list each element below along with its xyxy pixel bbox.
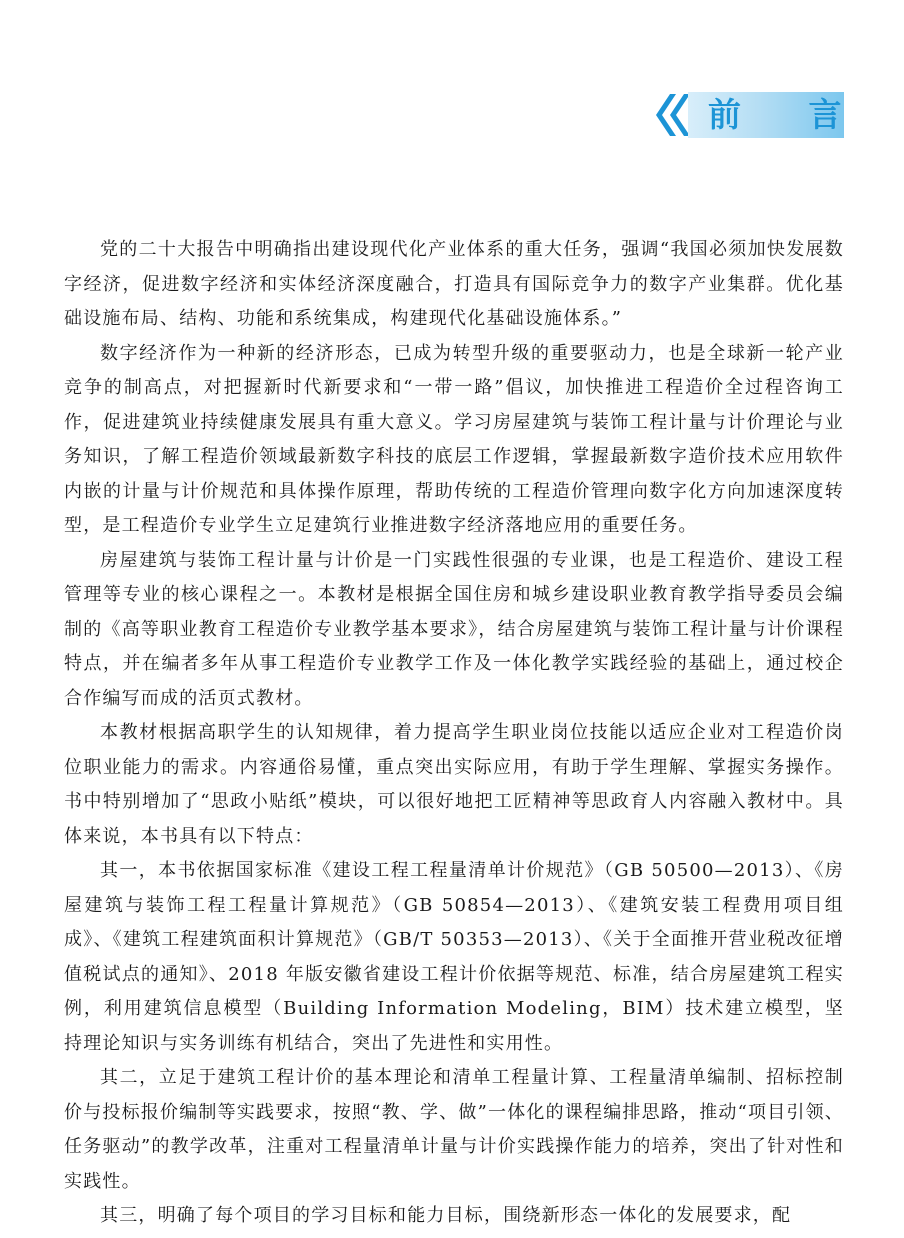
preface-body [64, 233, 844, 1234]
page-title: 前 言 [708, 95, 870, 134]
paragraph: 其三，明确了每个项目的学习目标和能力目标，围绕新形态一体化的发展要求，配 [100, 1205, 792, 1226]
paragraph: 党的二十大报告中明确指出建设现代化产业体系的重大任务，强调“我国必须加快发展数字经济，促进数字经济和实体经济深度融合，打造具有国际竞争力的数字产业集群。优化基础设施布局、结构、功能和系统集成，构建现代化基础设施体系。” [64, 239, 844, 329]
paragraph: 其一，本书依据国家标准《建设工程工程量清单计价规范》（GB 50500—2013）、《房屋建筑与装饰工程工程量计算规范》（GB 50854—2013）、《建筑安装工程费用项目组成》、《建筑工程建筑面积计算规范》（GB/T 50353—2013）、《关于全面推开营业税改征增值税试点的通知》、2018 年版安徽省建设工程计价依据等规范、标准，结合房屋建筑工程实例，利用建筑信息模型（Building Information Modeling，BIM）技术建立模型，坚持理论知识与实务训练有机结合，突出了先进性和实用性。 [64, 860, 844, 1054]
paragraph: 本教材根据高职学生的认知规律，着力提高学生职业岗位技能以适应企业对工程造价岗位职业能力的需求。内容通俗易懂，重点突出实际应用，有助于学生理解、掌握实务操作。书中特别增加了“思政小贴纸”模块，可以很好地把工匠精神等思政育人内容融入教材中。具体来说，本书具有以下特点： [64, 722, 844, 847]
paragraph: 房屋建筑与装饰工程计量与计价是一门实践性很强的专业课，也是工程造价、建设工程管理等专业的核心课程之一。本教材是根据全国住房和城乡建设职业教育教学指导委员会编制的《高等职业教育工程造价专业教学基本要求》，结合房屋建筑与装饰工程计量与计价课程特点，并在编者多年从事工程造价专业教学工作及一体化教学实践经验的基础上，通过校企合作编写而成的活页式教材。 [64, 549, 844, 709]
section-header [648, 90, 870, 140]
paragraph: 数字经济作为一种新的经济形态，已成为转型升级的重要驱动力，也是全球新一轮产业竞争的制高点，对把握新时代新要求和“一带一路”倡议，加快推进工程造价全过程咨询工作，促进建筑业持续健康发展具有重大意义。学习房屋建筑与装饰工程计量与计价理论与业务知识，了解工程造价领域最新数字科技的底层工作逻辑，掌握最新数字造价技术应用软件内嵌的计量与计价规范和具体操作原理，帮助传统的工程造价管理向数字化方向加速深度转型，是工程造价专业学生立足建筑行业推进数字经济落地应用的重要任务。 [64, 342, 844, 536]
paragraph: 其二，立足于建筑工程计价的基本理论和清单工程量计算、工程量清单编制、招标控制价与投标报价编制等实践要求，按照“教、学、做”一体化的课程编排思路，推动“项目引领、任务驱动”的教学改革，注重对工程量清单计量与计价实践操作能力的培养，突出了针对性和实践性。 [64, 1067, 845, 1192]
